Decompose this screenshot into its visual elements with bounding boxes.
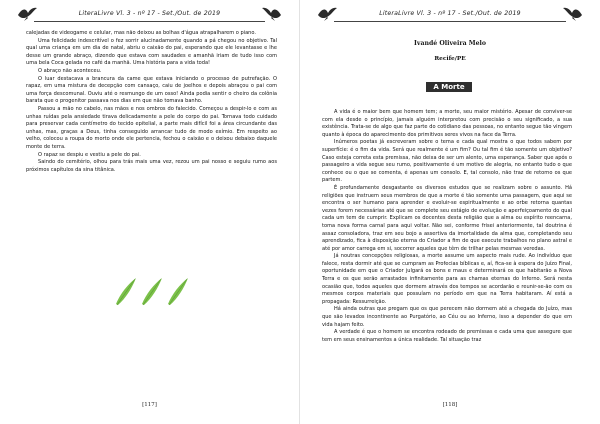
running-header: LiteraLivre Vl. 3 - nº 17 - Set./Out. de 2019 xyxy=(78,10,221,17)
header-rule xyxy=(334,21,566,22)
header-rule xyxy=(34,21,265,22)
paragraph: O abraço não aconteceu. xyxy=(38,67,102,74)
dove-icon xyxy=(562,6,584,22)
right-page-body xyxy=(322,109,572,344)
article-author: Ivandé Oliveira Melo xyxy=(413,40,487,47)
paragraph: Inúmeros poetas já escreveram sobre o tema e cada qual mostra o que todos sabem por superfície: é o fim da vida. Será que realmente é um fim? Ou tal fim é tão somente um objetivo? Caso esteja correta esta premissa, não deixa de ser um alento, uma esperança. Saber que após o passageiro a vida segue seu rumo, positivamente é um motivo de alegria, no entanto tudo o que conhece ou o que se comenta, é apenas um consolo. E, tal consolo, não traz de retorno os que partem. xyxy=(322,139,572,184)
paragraph: Uma felicidade indescritível o fez sorrir alucinadamente quando a pá chegou no objetivo. Tal qual uma criança em um dia de natal, abriu o caixão do pai, esperando que ele levantasse e lhe desse um grande abraço, dizendo que estava com saudades e amanhã iriam de tudo isso com uma bela Coca gelada no café da manhã. Uma história para a vida toda! xyxy=(26,37,277,67)
paragraph: A verdade é que o homem se encontra rodeado de premissas e cada uma que assegure que tem em seus ensinamentos a única realidade. Tal situação traz xyxy=(322,329,572,343)
paragraph: Saindo do cemitério, olhou para trás mais uma vez, rezou um pai nosso e seguiu rumo aos próximos capítulos da sina titânica. xyxy=(26,159,277,173)
page-number: [117] xyxy=(142,402,157,408)
running-header: LiteraLivre Vl. 3 - nº 17 - Set./Out. de 2019 xyxy=(379,10,521,17)
article-title: A Morte xyxy=(426,82,472,92)
paragraph: calejadas de videogame e celular, mas não deixou as bolhas d'água atrapalharem o piano. xyxy=(26,30,256,36)
paragraph: Há ainda outras que pregam que os que perecem não dormem até a chegada do Juízo, mas que são levados incontinente ao Purgatório, ao Céu ou ao Inferno, isso a depender do que em vida hajam feito. xyxy=(322,306,572,328)
right-page xyxy=(300,0,600,424)
paragraph: Já noutras concepções religiosas, a morte assume um aspecto mais rude. Ao indivíduo que falece, resta dormir até que se cumpram as Profecias bíblicas e, aí, fica-se à espera do Juízo Final, oportunidade em que o Criador julgará os bons e maus e determinará os que habitarão a Nova Terra e os que serão arrastados infinitamente para as chamas eternas do Inferno. Será nesta ocasião que, todos aqueles que dormem através dos tempos se acordarão e reunir-se-ão com os mesmos corpos materiais que possuíam no período em que na Terra habitaram. Aí está a propagada: Ressurreição. xyxy=(322,253,572,305)
left-page-header xyxy=(16,8,283,24)
left-page-body xyxy=(26,30,277,174)
paragraph: Passou a mão no cabelo, nas mãos e nos ombros do falecido. Começou a despir-lo e com as unhas ruídas pela ansiedade tirava delicadamente a pele do corpo do pai. Tornava todo cuidado para preservar cada centímetro do tecido epitelial, a parte mais difícil foi a área circundante das unhas, mas, graças a Deus, tinha conseguido arrancar tudo de modo exímio. Em respeito ao velho, colocou a roupa do morto onde ele pertencia, fechou o caixão e o deixou debaixo daquele monte de terra. xyxy=(26,105,277,150)
paragraph: É profundamente desgastante os diversos estudos que se realizam sobre o assunto. Há religiões que instruem seus membros de que a morte é tão somente uma passagem, que aqui se encontra o ser humano para aprender e evoluir-se espiritualmente e ao orbe retorna quantas vezes forem necessárias até que se complete seu estágio de evolução e aperfeiçoamento do qual cada um tem de cumprir. Explicam os docentes desta religião que a alma ou espírito reencarna, toma nova forma carnal para aqui voltar. Não sei, conforme frisei anteriormente, tal doutrina é assaz consoladora, traz em seu bojo a assertiva da imortalidade da alma que, completando seu aprendizado, fica à disposição eterna do Criador a fim de que execute trabalhos no plano astral e até por amor carrega em si, socorrer aqueles que têm de trilhar pelas mesmas veredas. xyxy=(322,184,572,252)
paragraph: A vida é o maior bem que homem tem; a morte, seu maior mistério. Apesar de conviver-se com ela desde o princípio, jamais alguém interpretou com precisão o seu significado, a sua existência. Trata-se de algo que faz parte do cotidiano das pessoas, no entanto segue tão vingem quanto à época do aparecimento dos primitivos seres vivos na face da Terra. xyxy=(322,109,572,138)
paragraph: O luar destacava a brancura da came que estava iniciando o processo de putrefação. O rapaz, em uma mistura de decepção com cansaço, caiu de joelhos e depois abraçou o pai com uma força descomunal. Ouviu até o resmungo de um osso! Ainda podia sentir o cheiro da colônia barata que o progenitor passava nos dias em que não tomava banho. xyxy=(26,75,277,105)
right-page-header xyxy=(316,8,584,24)
dove-icon xyxy=(261,6,283,22)
page-number: [118] xyxy=(442,402,458,408)
paragraph: O rapaz se despiu e vestiu a pele do pai. xyxy=(38,151,141,158)
article-city: Recife/PE xyxy=(434,56,466,62)
feathers-ornament-icon xyxy=(110,274,190,306)
